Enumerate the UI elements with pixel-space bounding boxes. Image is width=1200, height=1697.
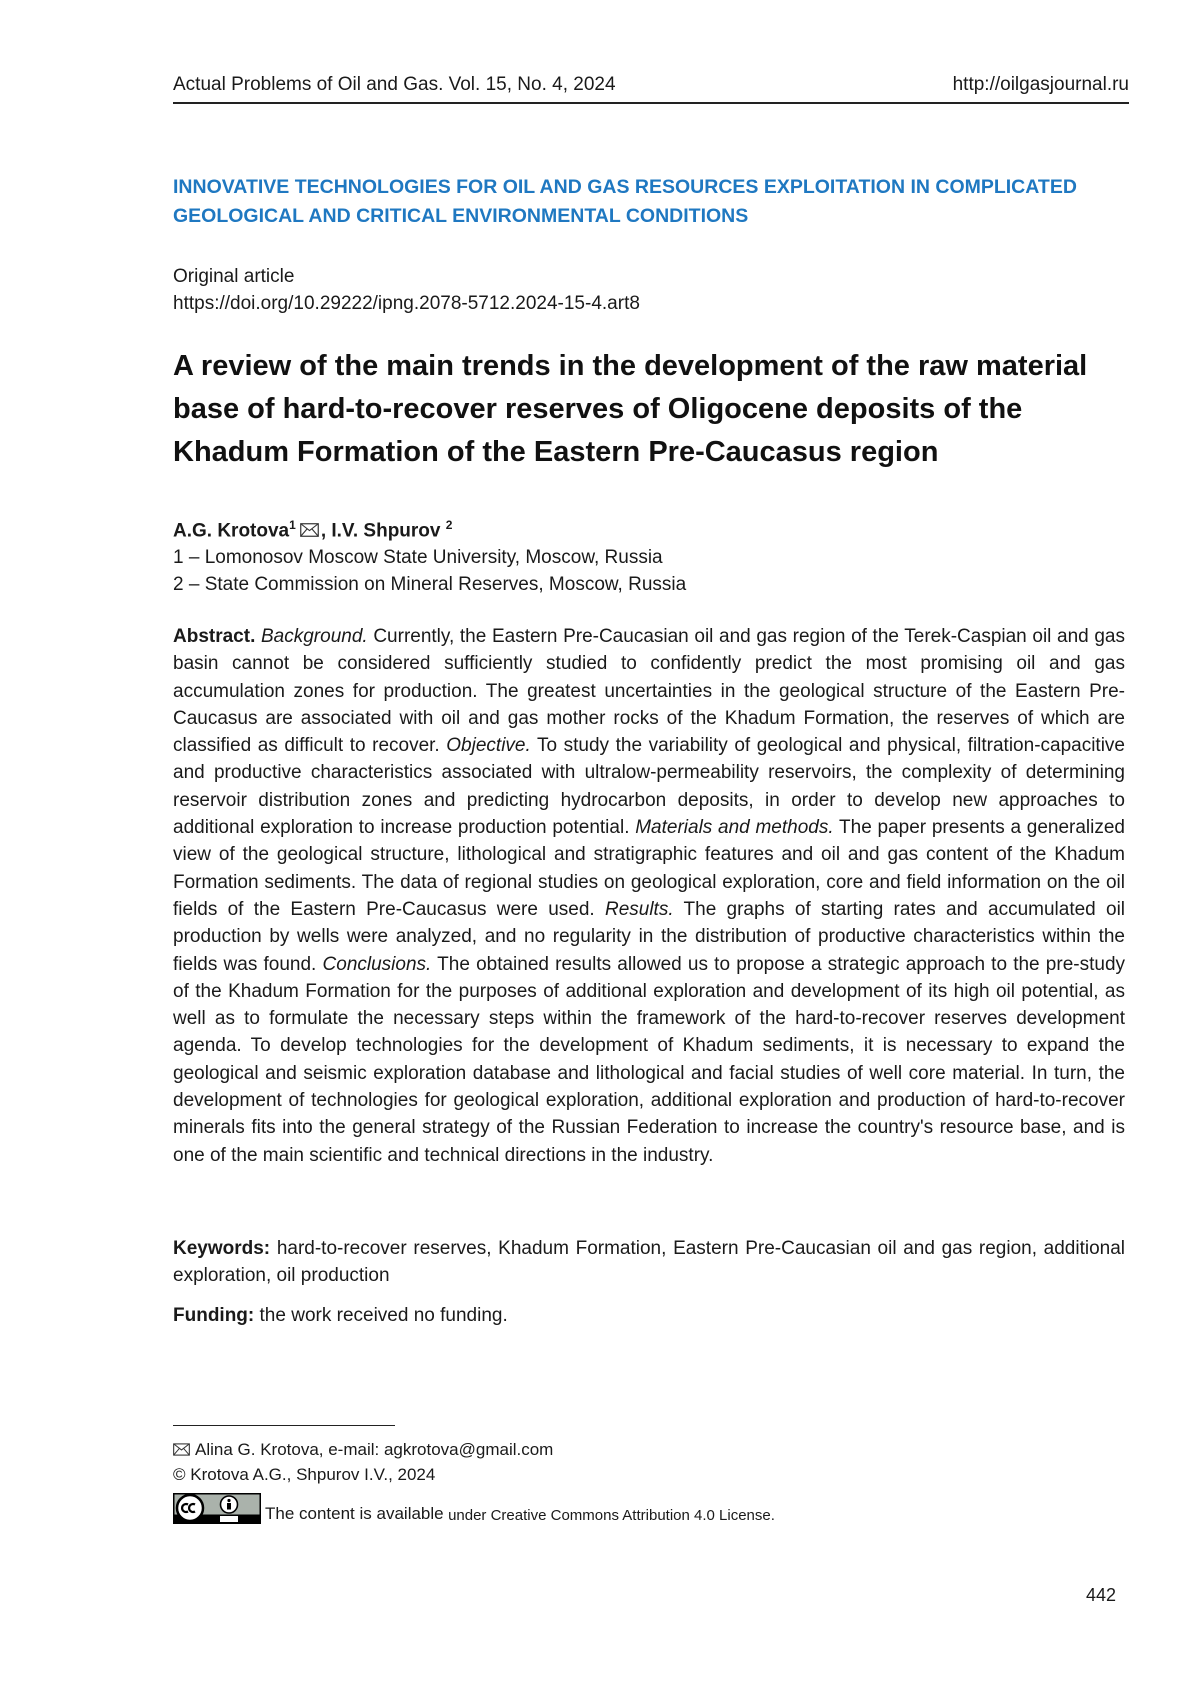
background-label: Background. — [261, 626, 368, 647]
affiliation-2: 2 – State Commission on Mineral Reserves, Moscow, Russia — [173, 574, 687, 596]
keywords — [173, 1235, 1125, 1290]
funding-label: Funding: — [173, 1305, 255, 1326]
author-krotova: A.G. Krotova — [173, 520, 290, 542]
doi-link[interactable]: https://doi.org/10.29222/ipng.2078-5712.2024-15-4.art8 — [173, 293, 640, 314]
objective-text: To study the variability of geological and physical, filtration-capacitive and productive characteristics associated with ultralow-permeability reservoirs, the complexity of determining reservoir distribution zones and predicting hydrocarbon deposits, in order to develop new approaches to additional exploration to increase production potential. — [173, 735, 1126, 839]
author-krotova-affiliation-mark: 1 — [289, 518, 296, 532]
affiliation-1: 1 – Lomonosov Moscow State University, Moscow, Russia — [173, 547, 663, 569]
author-list — [173, 512, 686, 544]
envelope-icon — [173, 1443, 190, 1456]
license-text-lead: The content is available — [265, 1504, 444, 1523]
footnote-contact — [173, 1437, 553, 1462]
page-number: 442 — [1086, 1585, 1117, 1605]
license-line — [173, 1493, 775, 1524]
keywords-label: Keywords: — [173, 1238, 271, 1259]
methods-label: Materials and methods. — [635, 817, 834, 839]
methods-text: The paper presents a generalized view of the geological structure, lithological and stratigraphic features and oil and gas content of the Khadum Formation sediments. The data of regional studies on geological exploration, core and field information on the oil fields of the Eastern Pre-Caucasus were used. — [173, 817, 1126, 920]
footnote-copyright: © Krotova A.G., Shpurov I.V., 2024 — [173, 1465, 436, 1484]
authors-block — [173, 512, 686, 598]
results-text: The graphs of starting rates and accumulated oil production by wells were analyzed, and no regularity in the distribution of productive characteristics within the fields was found. — [173, 898, 1126, 975]
conclusions-label: Conclusions. — [322, 953, 432, 975]
abstract-label: Abstract. — [173, 626, 256, 647]
journal-url[interactable]: http://oilgasjournal.ru — [952, 74, 1129, 95]
article-type: Original article — [173, 266, 295, 287]
contact-text: Alina G. Krotova, e-mail: agkrotova@gmail.com — [195, 1440, 554, 1459]
license-text-rest[interactable]: under Creative Commons Attribution 4.0 License. — [448, 1507, 775, 1524]
section-heading: INNOVATIVE TECHNOLOGIES FOR OIL AND GAS RESOURCES EXPLOITATION IN COMPLICATED GEOLOGICAL AND CRITICAL ENVIRONMENTAL CONDITIONS — [173, 176, 1077, 227]
article-meta — [173, 263, 640, 317]
abstract — [173, 623, 1125, 1169]
background-text: Currently, the Eastern Pre-Caucasian oil and gas region of the Terek-Caspian oil and gas basin cannot be considered sufficiently studied to confidently predict the most promising oil and gas accumulation zones for production. The greatest uncertainties in the geological structure of the Eastern Pre-Caucasus are associated with oil and gas mother rocks of the Khadum Formation, the reserves of which are classified as difficult to recover. — [173, 626, 1125, 757]
author-separator: , — [320, 520, 327, 542]
results-label: Results. — [604, 898, 674, 920]
journal-citation: Actual Problems of Oil and Gas. Vol. 15, No. 4, 2024 — [173, 74, 616, 95]
author-shpurov: I.V. Shpurov — [326, 520, 441, 542]
funding-text: the work received no funding. — [259, 1305, 508, 1326]
footnote-divider — [173, 1425, 395, 1426]
conclusions-text: The obtained results allowed us to propose a strategic approach to the pre-study of the Khadum Formation for the purposes of additional exploration and development of its high oil potential, as well as to formulate the necessary steps within the framework of the hard-to-recover reserves development agenda. To develop technologies for the development of Khadum sediments, it is necessary to expand the geological and seismic exploration database and lithological and facial studies of well core material. In turn, the development of technologies for geological exploration, additional exploration and production of hard-to-recover minerals fits into the general strategy of the Russian Federation to increase the country's resource base, and is one of the main scientific and technical directions in the industry. — [173, 953, 1126, 1166]
cc-by-license-icon[interactable] — [173, 1493, 261, 1524]
objective-label: Objective. — [446, 735, 531, 757]
article-title: A review of the main trends in the development of the raw material base of hard-to-recover reserves of Oligocene deposits of the Khadum Formation of the Eastern Pre-Caucasus region — [173, 350, 1088, 468]
author-shpurov-affiliation-mark: 2 — [445, 518, 453, 532]
funding — [173, 1302, 508, 1329]
running-header — [173, 74, 1129, 104]
envelope-icon[interactable] — [300, 523, 319, 537]
footnotes — [173, 1437, 553, 1487]
keywords-text: hard-to-recover reserves, Khadum Formation, Eastern Pre-Caucasian oil and gas region, additional exploration, oil production — [173, 1238, 1126, 1287]
